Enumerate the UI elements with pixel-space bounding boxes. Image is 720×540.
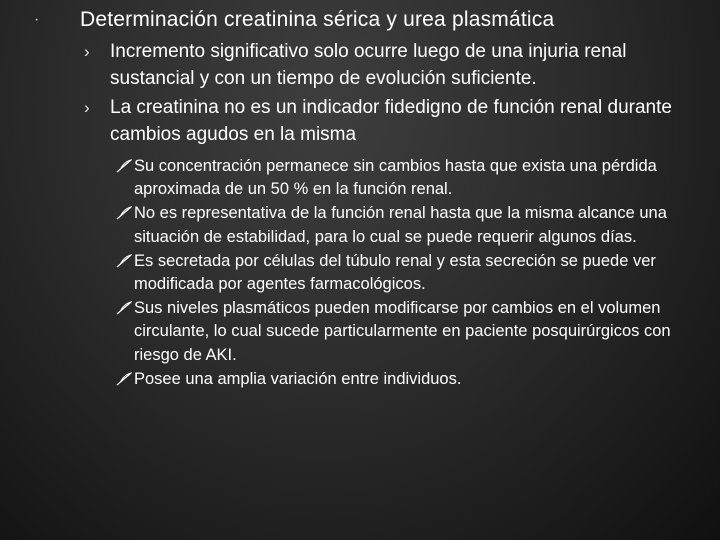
dot-bullet-icon: · xyxy=(34,11,40,28)
list-item-text: Posee una amplia variación entre individuos. xyxy=(134,369,462,388)
slide-title: Determinación creatinina sérica y urea plasmática xyxy=(80,8,555,31)
list-item-text: Es secretada por células del túbulo renal y esta secreción se puede ver modificada por agentes farmacológicos. xyxy=(134,251,656,294)
list-item-text: Su concentración permanece sin cambios hasta que exista una pérdida aproximada de un 50 % en la función renal. xyxy=(134,157,657,199)
list-item xyxy=(114,297,680,367)
list-item xyxy=(114,368,680,391)
list-item xyxy=(114,202,680,248)
title-bullet-row xyxy=(34,6,694,34)
feather-pen-icon xyxy=(114,297,134,320)
level3-bullet-list xyxy=(114,155,680,392)
feather-pen-icon xyxy=(114,155,134,178)
list-item xyxy=(84,94,694,148)
feather-pen-icon xyxy=(114,250,134,273)
list-item xyxy=(84,38,694,92)
list-item-text: Incremento significativo solo ocurre luego de una injuria renal sustancial y con un tiempo de evolución suficiente. xyxy=(110,41,627,89)
feather-pen-icon xyxy=(114,202,134,225)
list-item-text: No es representativa de la función renal hasta que la misma alcance una situación de estabilidad, para lo cual se puede requerir algunos días. xyxy=(134,204,667,246)
feather-pen-icon xyxy=(114,368,134,391)
chevron-right-icon: › xyxy=(84,98,90,117)
level2-bullet-list xyxy=(84,38,694,150)
list-item-text: La creatinina no es un indicador fidedigno de función renal durante cambios agudos en la misma xyxy=(110,97,672,145)
chevron-right-icon: › xyxy=(84,42,90,61)
list-item xyxy=(114,250,680,296)
list-item-text: Sus niveles plasmáticos pueden modificarse por cambios en el volumen circulante, lo cual sucede particularmente en paciente posquirúrgicos con riesgo de AKI. xyxy=(134,299,671,364)
list-item xyxy=(114,155,680,201)
